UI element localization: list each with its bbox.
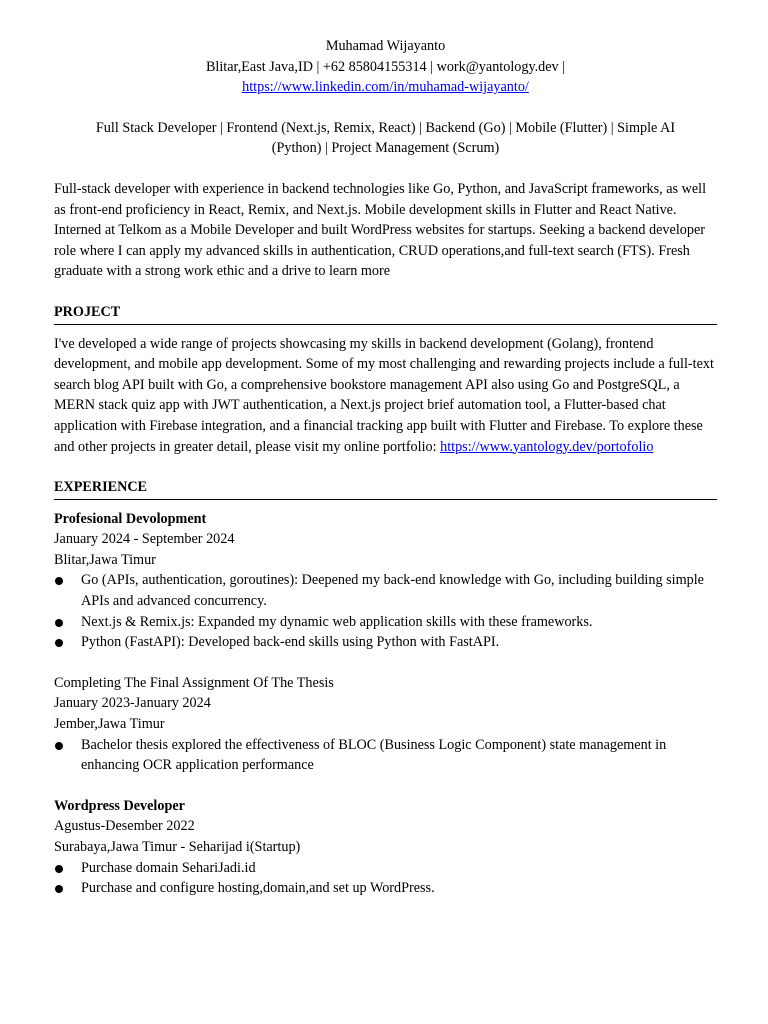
bullet-icon — [55, 577, 63, 585]
bullet-text: Python (FastAPI): Developed back-end skills using Python with FastAPI. — [81, 634, 500, 651]
job-dates: January 2023-January 2024 — [54, 695, 211, 712]
bullet-icon — [55, 742, 63, 750]
job-dates: Agustus-Desember 2022 — [54, 818, 195, 835]
bullet-text: Bachelor thesis explored the effectiveness of BLOC (Business Logic Component) state management in enhancing OCR application performance — [81, 736, 667, 774]
project-section-title: PROJECT — [54, 302, 717, 325]
job-title: Completing The Final Assignment Of The Thesis — [54, 674, 334, 691]
bullet-text: Go (APIs, authentication, goroutines): Deepened my back-end knowledge with Go, including building simple APIs and advanced concurrency. — [81, 572, 704, 610]
bullet-item — [54, 858, 717, 879]
bullet-item — [54, 632, 717, 653]
job-location: Jember,Jawa Timur — [54, 716, 165, 733]
experience-item — [54, 796, 717, 899]
job-bullets — [54, 735, 717, 776]
summary-paragraph: Full-stack developer with experience in backend technologies like Go, Python, and JavaScript frameworks, as well as front-end proficiency in React, Remix, and Next.js. Mobile development skills in Flutter and React Native. Interned at Telkom as a Mobile Developer and built WordPress websites for startups. Seeking a backend developer role where I can apply my advanced skills in authentication, CRUD operations,and full-text search (FTS). Fresh graduate with a strong work ethic and a drive to learn more — [54, 180, 707, 280]
bullet-item — [54, 735, 717, 776]
job-title: Profesional Devolopment — [54, 510, 207, 527]
bullet-icon — [55, 639, 63, 647]
headline: Full Stack Developer | Frontend (Next.js, Remix, React) | Backend (Go) | Mobile (Flutter) | Simple AI (Python) | Project Management (Scrum) — [95, 119, 676, 157]
experience-item — [54, 509, 717, 653]
bullet-text: Purchase and configure hosting,domain,and set up WordPress. — [81, 880, 435, 897]
job-bullets — [54, 858, 717, 899]
project-section — [54, 302, 717, 457]
project-description-text: I've developed a wide range of projects showcasing my skills in backend development (Golang), frontend development, and mobile app development. Some of my most challenging and rewarding projects include a full-text search blog API built with Go, a comprehensive bookstore management API also using Go and PostgreSQL, a MERN stack quiz app with JWT authentication, a Next.js project brief automation tool, a Flutter-based chat application with Firebase integration, and a financial tracking app built with Flutter and Firebase. To explore these and other projects in greater detail, please visit my online portfolio: — [54, 335, 714, 455]
experience-item — [54, 673, 717, 776]
experience-section — [54, 477, 717, 899]
candidate-name: Muhamad Wijayanto — [325, 38, 446, 54]
bullet-item — [54, 570, 717, 611]
bullet-text: Purchase domain SehariJadi.id — [81, 859, 256, 876]
job-location: Surabaya,Jawa Timur - Seharijad i(Startup) — [54, 839, 301, 855]
bullet-icon — [55, 619, 63, 627]
job-title: Wordpress Developer — [54, 797, 185, 814]
bullet-icon — [55, 885, 63, 893]
project-description — [54, 334, 717, 458]
resume-page — [54, 36, 717, 899]
job-dates: January 2024 - September 2024 — [54, 531, 235, 548]
bullet-text: Next.js & Remix.js: Expanded my dynamic web application skills with these frameworks. — [81, 613, 593, 630]
bullet-item — [54, 612, 717, 633]
linkedin-link[interactable]: https://www.linkedin.com/in/muhamad-wijayanto/ — [242, 79, 529, 96]
resume-header — [54, 36, 717, 98]
job-location: Blitar,Jawa Timur — [54, 551, 156, 568]
contact-line: Blitar,East Java,ID | +62 85804155314 | work@yantology.dev | — [205, 58, 566, 75]
job-bullets — [54, 570, 717, 652]
experience-section-title: EXPERIENCE — [54, 477, 717, 500]
bullet-item — [54, 878, 717, 899]
portfolio-link[interactable]: https://www.yantology.dev/portofolio — [440, 438, 654, 455]
bullet-icon — [55, 865, 63, 873]
